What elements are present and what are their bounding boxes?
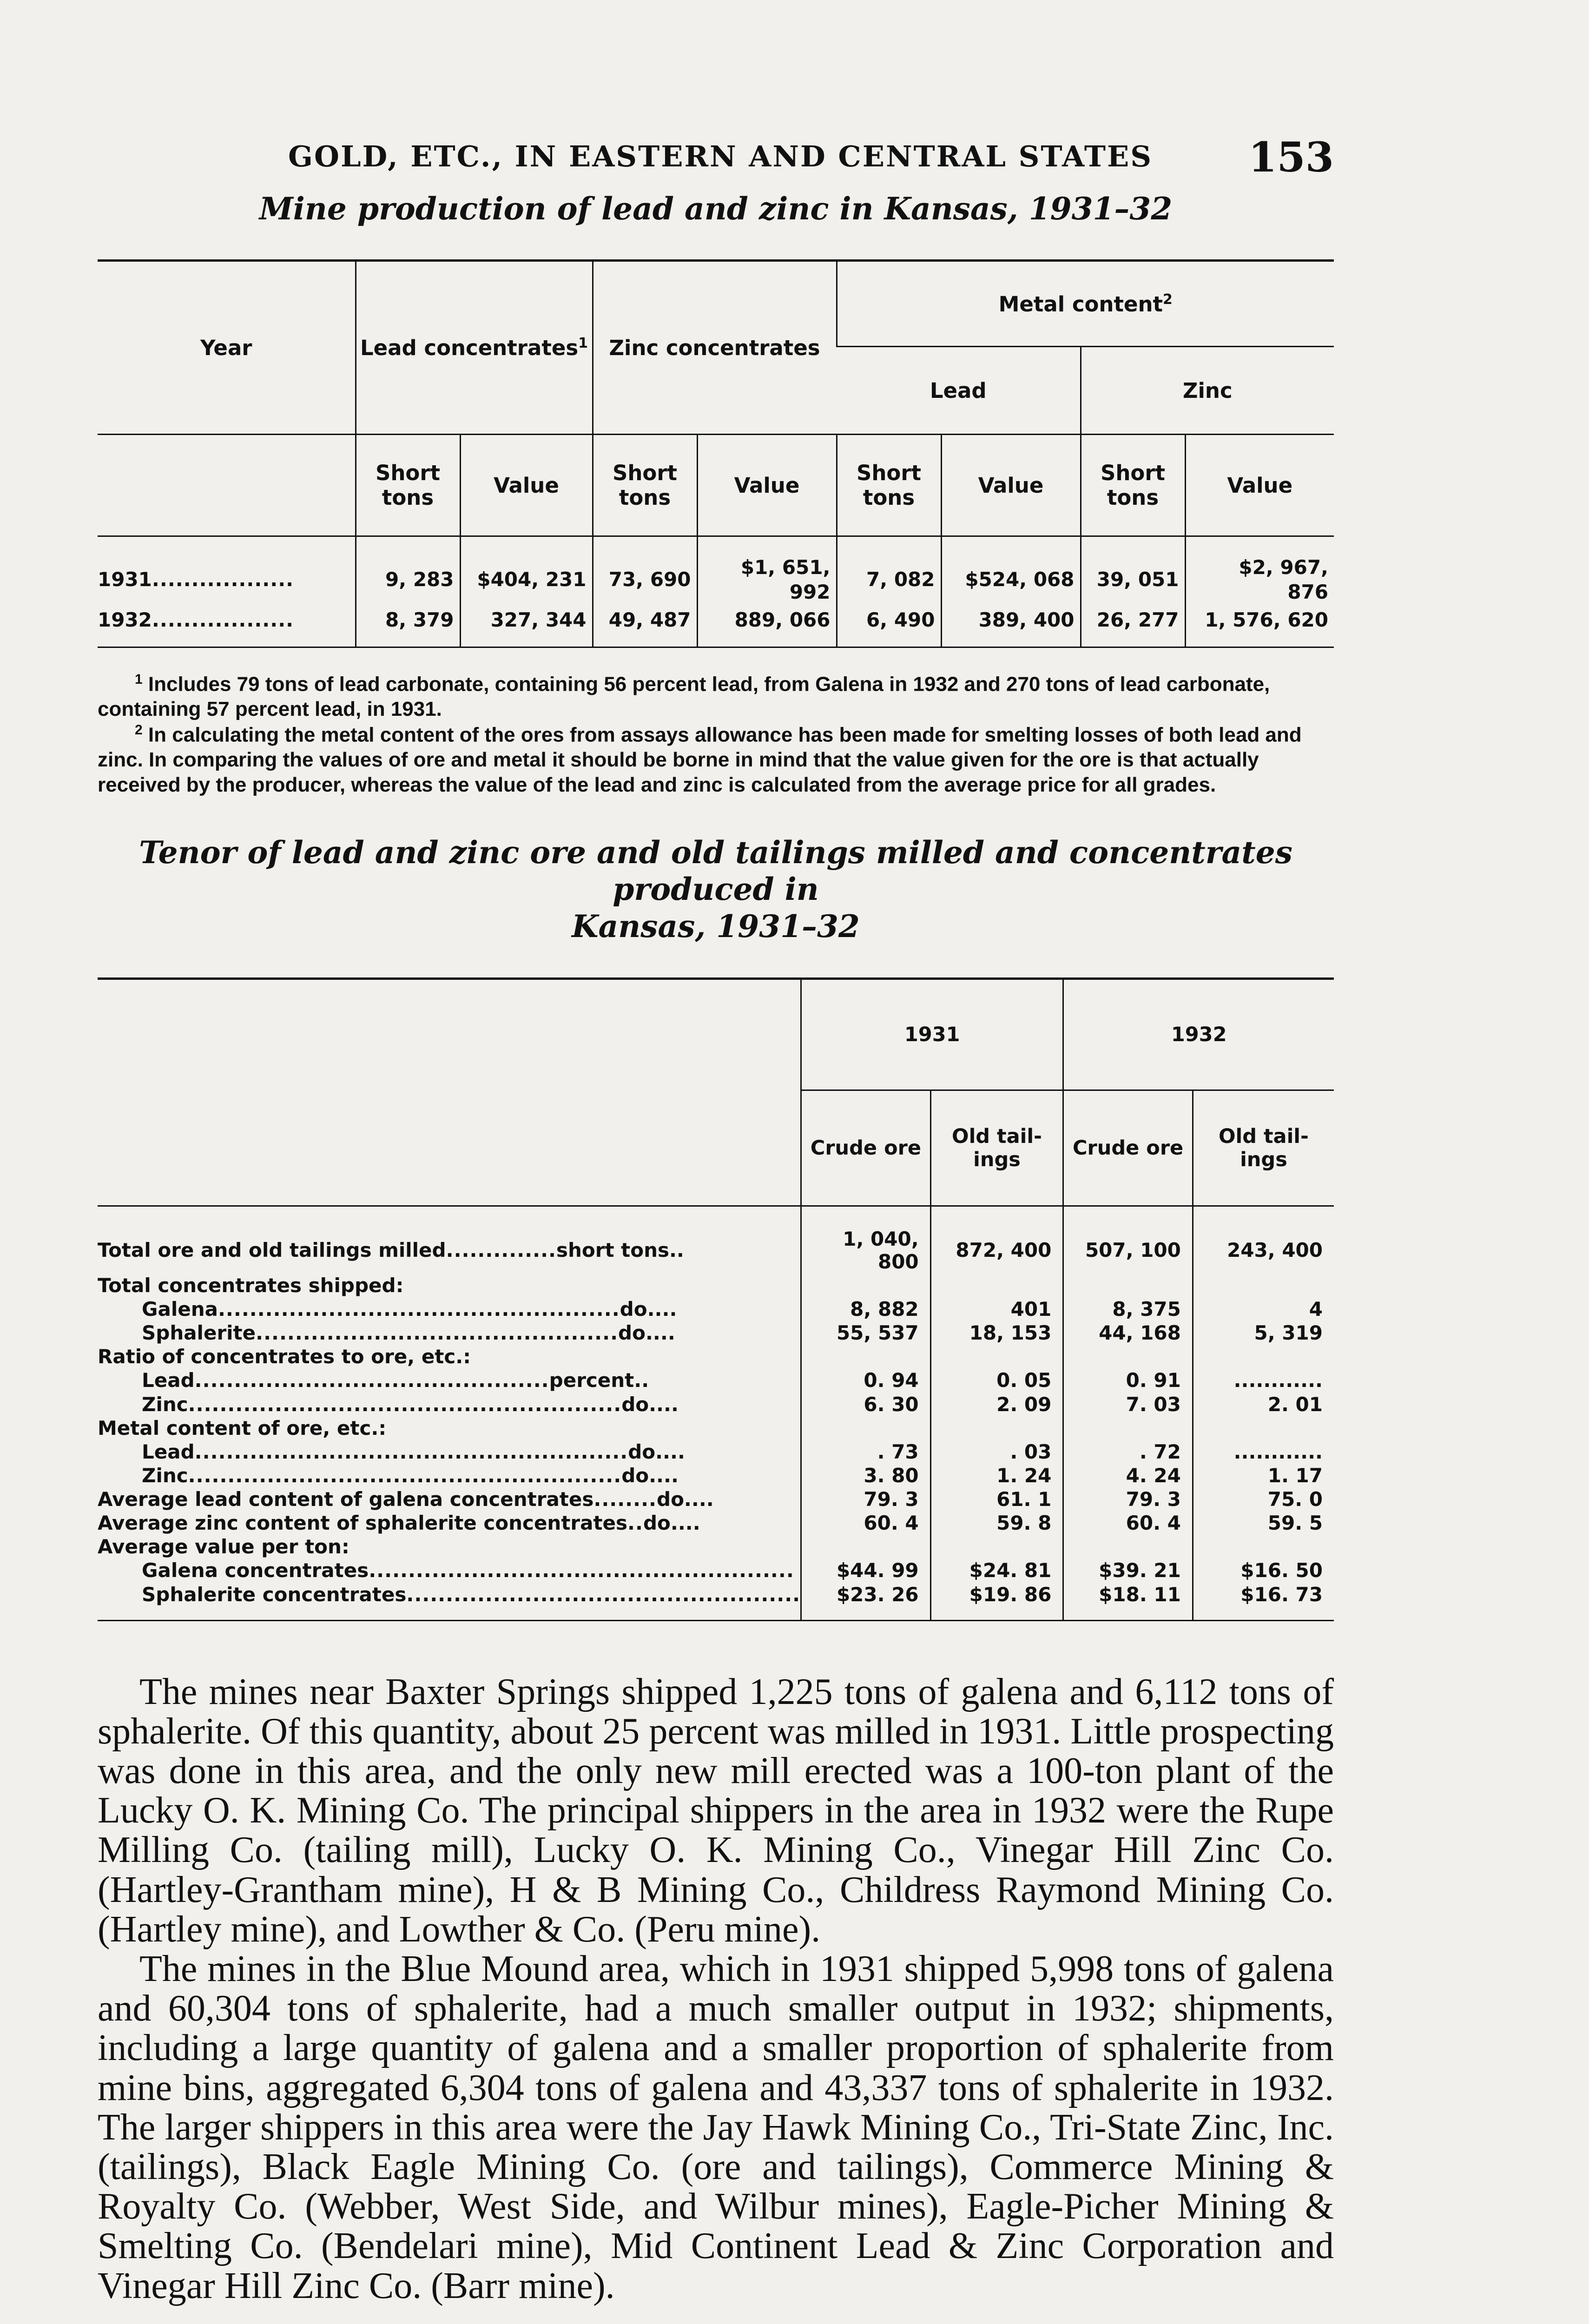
cell: 889, 066 (697, 606, 837, 647)
cell: 6, 490 (837, 606, 941, 647)
cell: 1. 17 (1193, 1464, 1334, 1487)
col-old-tailings: Old tail-ings (930, 1090, 1063, 1206)
cell: $44. 99 (801, 1558, 931, 1582)
table-row (98, 1368, 1334, 1392)
cell (930, 1416, 1063, 1440)
cell (1063, 1535, 1193, 1558)
col-zinc-concentrates: Zinc concentrates (593, 261, 837, 435)
col-value: Value (1185, 435, 1334, 536)
col-value: Value (697, 435, 837, 536)
table-row (98, 1535, 1334, 1558)
footnote: $^1$ Includes 79 tons of lead carbonate, containing 56 percent lead, from Galena in 1932 and 270 tons of lead carbonate, containing 57 percent lead, in 1931. (98, 671, 1270, 720)
row-label: Galena...................................................do.... (142, 1298, 677, 1321)
footnote: $^2$ In calculating the metal content of the ores from assays allowance has been made for smelting losses of both lead and zinc. In comparing the values of ore and metal it should be borne in mind that the value given for the ore is that actually received by the producer, whereas the value of the lead and zinc is calculated from the average price for all grades. (98, 722, 1302, 796)
cell: 59. 5 (1193, 1511, 1334, 1535)
row-label: Lead.............................................percent.. (142, 1369, 649, 1392)
table-row (98, 1440, 1334, 1464)
col-short-tons: Short tons (356, 435, 460, 536)
row-label: Ratio of concentrates to ore, etc.: (98, 1345, 471, 1368)
col-1931: 1931 (801, 978, 1063, 1090)
row-label: Galena concentrates...................................................... (142, 1559, 794, 1582)
cell (1193, 1535, 1334, 1558)
cell (930, 1345, 1063, 1368)
running-title: GOLD, ETC., IN EASTERN AND CENTRAL STATES (288, 139, 1153, 173)
table-row (98, 1487, 1334, 1511)
table-row (98, 536, 1334, 607)
table-row (98, 1511, 1334, 1535)
table1-footnotes (98, 671, 1334, 798)
table-row (98, 1416, 1334, 1440)
col-year-blank (98, 435, 356, 536)
table-row (98, 1583, 1334, 1621)
cell: 59. 8 (930, 1511, 1063, 1535)
cell (1193, 1345, 1334, 1368)
cell: ............ (1193, 1440, 1334, 1464)
running-head (98, 130, 1334, 181)
row-label: Average zinc content of sphalerite concentrates..do.... (98, 1512, 700, 1535)
cell: 327, 344 (460, 606, 593, 647)
table2-title-line1: Tenor of lead and zinc ore and old tailings milled and concentrates produced in (139, 834, 1292, 908)
cell: 60. 4 (801, 1511, 931, 1535)
cell: $404, 231 (460, 536, 593, 607)
cell (930, 1535, 1063, 1558)
cell: . 03 (930, 1440, 1063, 1464)
cell: 401 (930, 1297, 1063, 1321)
cell: 44, 168 (1063, 1321, 1193, 1345)
cell: 3. 80 (801, 1464, 931, 1487)
row-label: Average value per ton: (98, 1535, 349, 1558)
cell: $16. 73 (1193, 1583, 1334, 1621)
row-label: Metal content of ore, etc.: (98, 1416, 387, 1439)
col-lead-concentrates: Lead concentrates$^1$ (356, 261, 593, 435)
table-row (98, 1345, 1334, 1368)
cell: 7, 082 (837, 536, 941, 607)
table-row (98, 1206, 1334, 1274)
cell: 39, 051 (1081, 536, 1185, 607)
row-label: Total ore and old tailings milled..............short tons.. (98, 1239, 684, 1262)
cell (1063, 1416, 1193, 1440)
col-value: Value (460, 435, 593, 536)
cell: 18, 153 (930, 1321, 1063, 1345)
row-label: Zinc.......................................................do.... (142, 1464, 679, 1487)
table2-title-line2: Kansas, 1931–32 (572, 908, 860, 944)
row-label: Zinc.......................................................do.... (142, 1393, 679, 1416)
cell: $39. 21 (1063, 1558, 1193, 1582)
col-short-tons: Short tons (837, 435, 941, 536)
row-label: Sphalerite concentrates.................................................. (98, 1583, 801, 1621)
table2-title (98, 834, 1334, 945)
cell: 79. 3 (801, 1487, 931, 1511)
table-row (98, 1274, 1334, 1297)
cell: $18. 11 (1063, 1583, 1193, 1621)
cell: 61. 1 (930, 1487, 1063, 1511)
col-short-tons: Short tons (1081, 435, 1185, 536)
cell: 1, 576, 620 (1185, 606, 1334, 647)
cell: 73, 690 (593, 536, 697, 607)
row-label: Lead.......................................................do.... (142, 1440, 685, 1463)
cell (801, 1416, 931, 1440)
col-item (98, 978, 801, 1206)
cell: 1, 040, 800 (801, 1206, 931, 1274)
cell: 49, 487 (593, 606, 697, 647)
page-number: 153 (1248, 133, 1334, 181)
cell: $1, 651, 992 (697, 536, 837, 607)
cell: 5, 319 (1193, 1321, 1334, 1345)
row-year: 1931.................. (98, 568, 294, 591)
cell: $524, 068 (941, 536, 1081, 607)
table-row (98, 1297, 1334, 1321)
page (98, 130, 1334, 2306)
col-year: Year (98, 261, 356, 435)
table1-title: Mine production of lead and zinc in Kansas, 1931–32 (259, 191, 1173, 227)
cell: ............ (1193, 1368, 1334, 1392)
cell: $16. 50 (1193, 1558, 1334, 1582)
cell (1063, 1274, 1193, 1297)
cell (930, 1274, 1063, 1297)
cell: 0. 05 (930, 1368, 1063, 1392)
table-row (98, 1464, 1334, 1487)
cell: 389, 400 (941, 606, 1081, 647)
row-label: Total concentrates shipped: (98, 1274, 404, 1297)
cell: 4 (1193, 1297, 1334, 1321)
table-row (98, 606, 1334, 647)
cell: 8, 375 (1063, 1297, 1193, 1321)
tenor-table (98, 977, 1334, 1621)
cell: . 73 (801, 1440, 931, 1464)
table-row (98, 1393, 1334, 1416)
cell: 8, 882 (801, 1297, 931, 1321)
cell (801, 1274, 931, 1297)
table-row (98, 1321, 1334, 1345)
cell: $23. 26 (801, 1583, 931, 1621)
col-1932: 1932 (1063, 978, 1334, 1090)
cell: 75. 0 (1193, 1487, 1334, 1511)
cell: 7. 03 (1063, 1393, 1193, 1416)
cell (1193, 1274, 1334, 1297)
col-lead: Lead (837, 347, 1081, 435)
cell: 8, 379 (356, 606, 460, 647)
cell: 4. 24 (1063, 1464, 1193, 1487)
cell: 9, 283 (356, 536, 460, 607)
body-text (98, 1672, 1334, 2306)
row-label: Average lead content of galena concentrates........do.... (98, 1488, 714, 1511)
cell: 26, 277 (1081, 606, 1185, 647)
col-crude-ore: Crude ore (801, 1090, 931, 1206)
cell: $2, 967, 876 (1185, 536, 1334, 607)
row-label: Sphalerite..............................................do.... (142, 1321, 675, 1345)
cell: 2. 01 (1193, 1393, 1334, 1416)
col-value: Value (941, 435, 1081, 536)
row-year: 1932.................. (98, 606, 356, 647)
cell: 507, 100 (1063, 1206, 1193, 1274)
cell: 6. 30 (801, 1393, 931, 1416)
cell (1063, 1345, 1193, 1368)
cell: 0. 91 (1063, 1368, 1193, 1392)
col-short-tons: Short tons (593, 435, 697, 536)
cell: 60. 4 (1063, 1511, 1193, 1535)
col-zinc: Zinc (1081, 347, 1334, 435)
cell: $24. 81 (930, 1558, 1063, 1582)
cell: 2. 09 (930, 1393, 1063, 1416)
cell: 1. 24 (930, 1464, 1063, 1487)
cell: 243, 400 (1193, 1206, 1334, 1274)
cell: $19. 86 (930, 1583, 1063, 1621)
cell: 872, 400 (930, 1206, 1063, 1274)
cell: 55, 537 (801, 1321, 931, 1345)
cell: 79. 3 (1063, 1487, 1193, 1511)
cell (1193, 1416, 1334, 1440)
cell: 0. 94 (801, 1368, 931, 1392)
cell: . 72 (1063, 1440, 1193, 1464)
table-row (98, 1558, 1334, 1582)
paragraph: The mines in the Blue Mound area, which in 1931 shipped 5,998 tons of galena and 60,304 tons of sphalerite, had a much smaller output in 1932; shipments, including a large quantity of galena and a smaller proportion of sphalerite from mine bins, aggregated 6,304 tons of galena and 43,337 tons of sphalerite in 1932. The larger shippers in this area were the Jay Hawk Mining Co., Tri-State Zinc, Inc. (tailings), Black Eagle Mining Co. (ore and tailings), Commerce Mining & Royalty Co. (Webber, West Side, and Wilbur mines), Eagle-Picher Mining & Smelting Co. (Bendelari mine), Mid Continent Lead & Zinc Corporation and Vinegar Hill Zinc Co. (Barr mine). (98, 1948, 1334, 2306)
col-crude-ore: Crude ore (1063, 1090, 1193, 1206)
col-old-tailings: Old tail-ings (1193, 1090, 1334, 1206)
lead-zinc-production-table (98, 259, 1334, 648)
cell (801, 1345, 931, 1368)
col-metal-content: Metal content$^2$ (837, 261, 1334, 347)
cell (801, 1535, 931, 1558)
paragraph: The mines near Baxter Springs shipped 1,225 tons of galena and 6,112 tons of sphalerite. Of this quantity, about 25 percent was milled in 1931. Little prospecting was done in this area, and the only new mill erected was a 100-ton plant of the Lucky O. K. Mining Co. The principal shippers in the area in 1932 were the Rupe Milling Co. (tailing mill), Lucky O. K. Mining Co., Vinegar Hill Zinc Co. (Hartley-Grantham mine), H & B Mining Co., Childress Raymond Mining Co. (Hartley mine), and Lowther & Co. (Peru mine). (98, 1671, 1334, 1950)
